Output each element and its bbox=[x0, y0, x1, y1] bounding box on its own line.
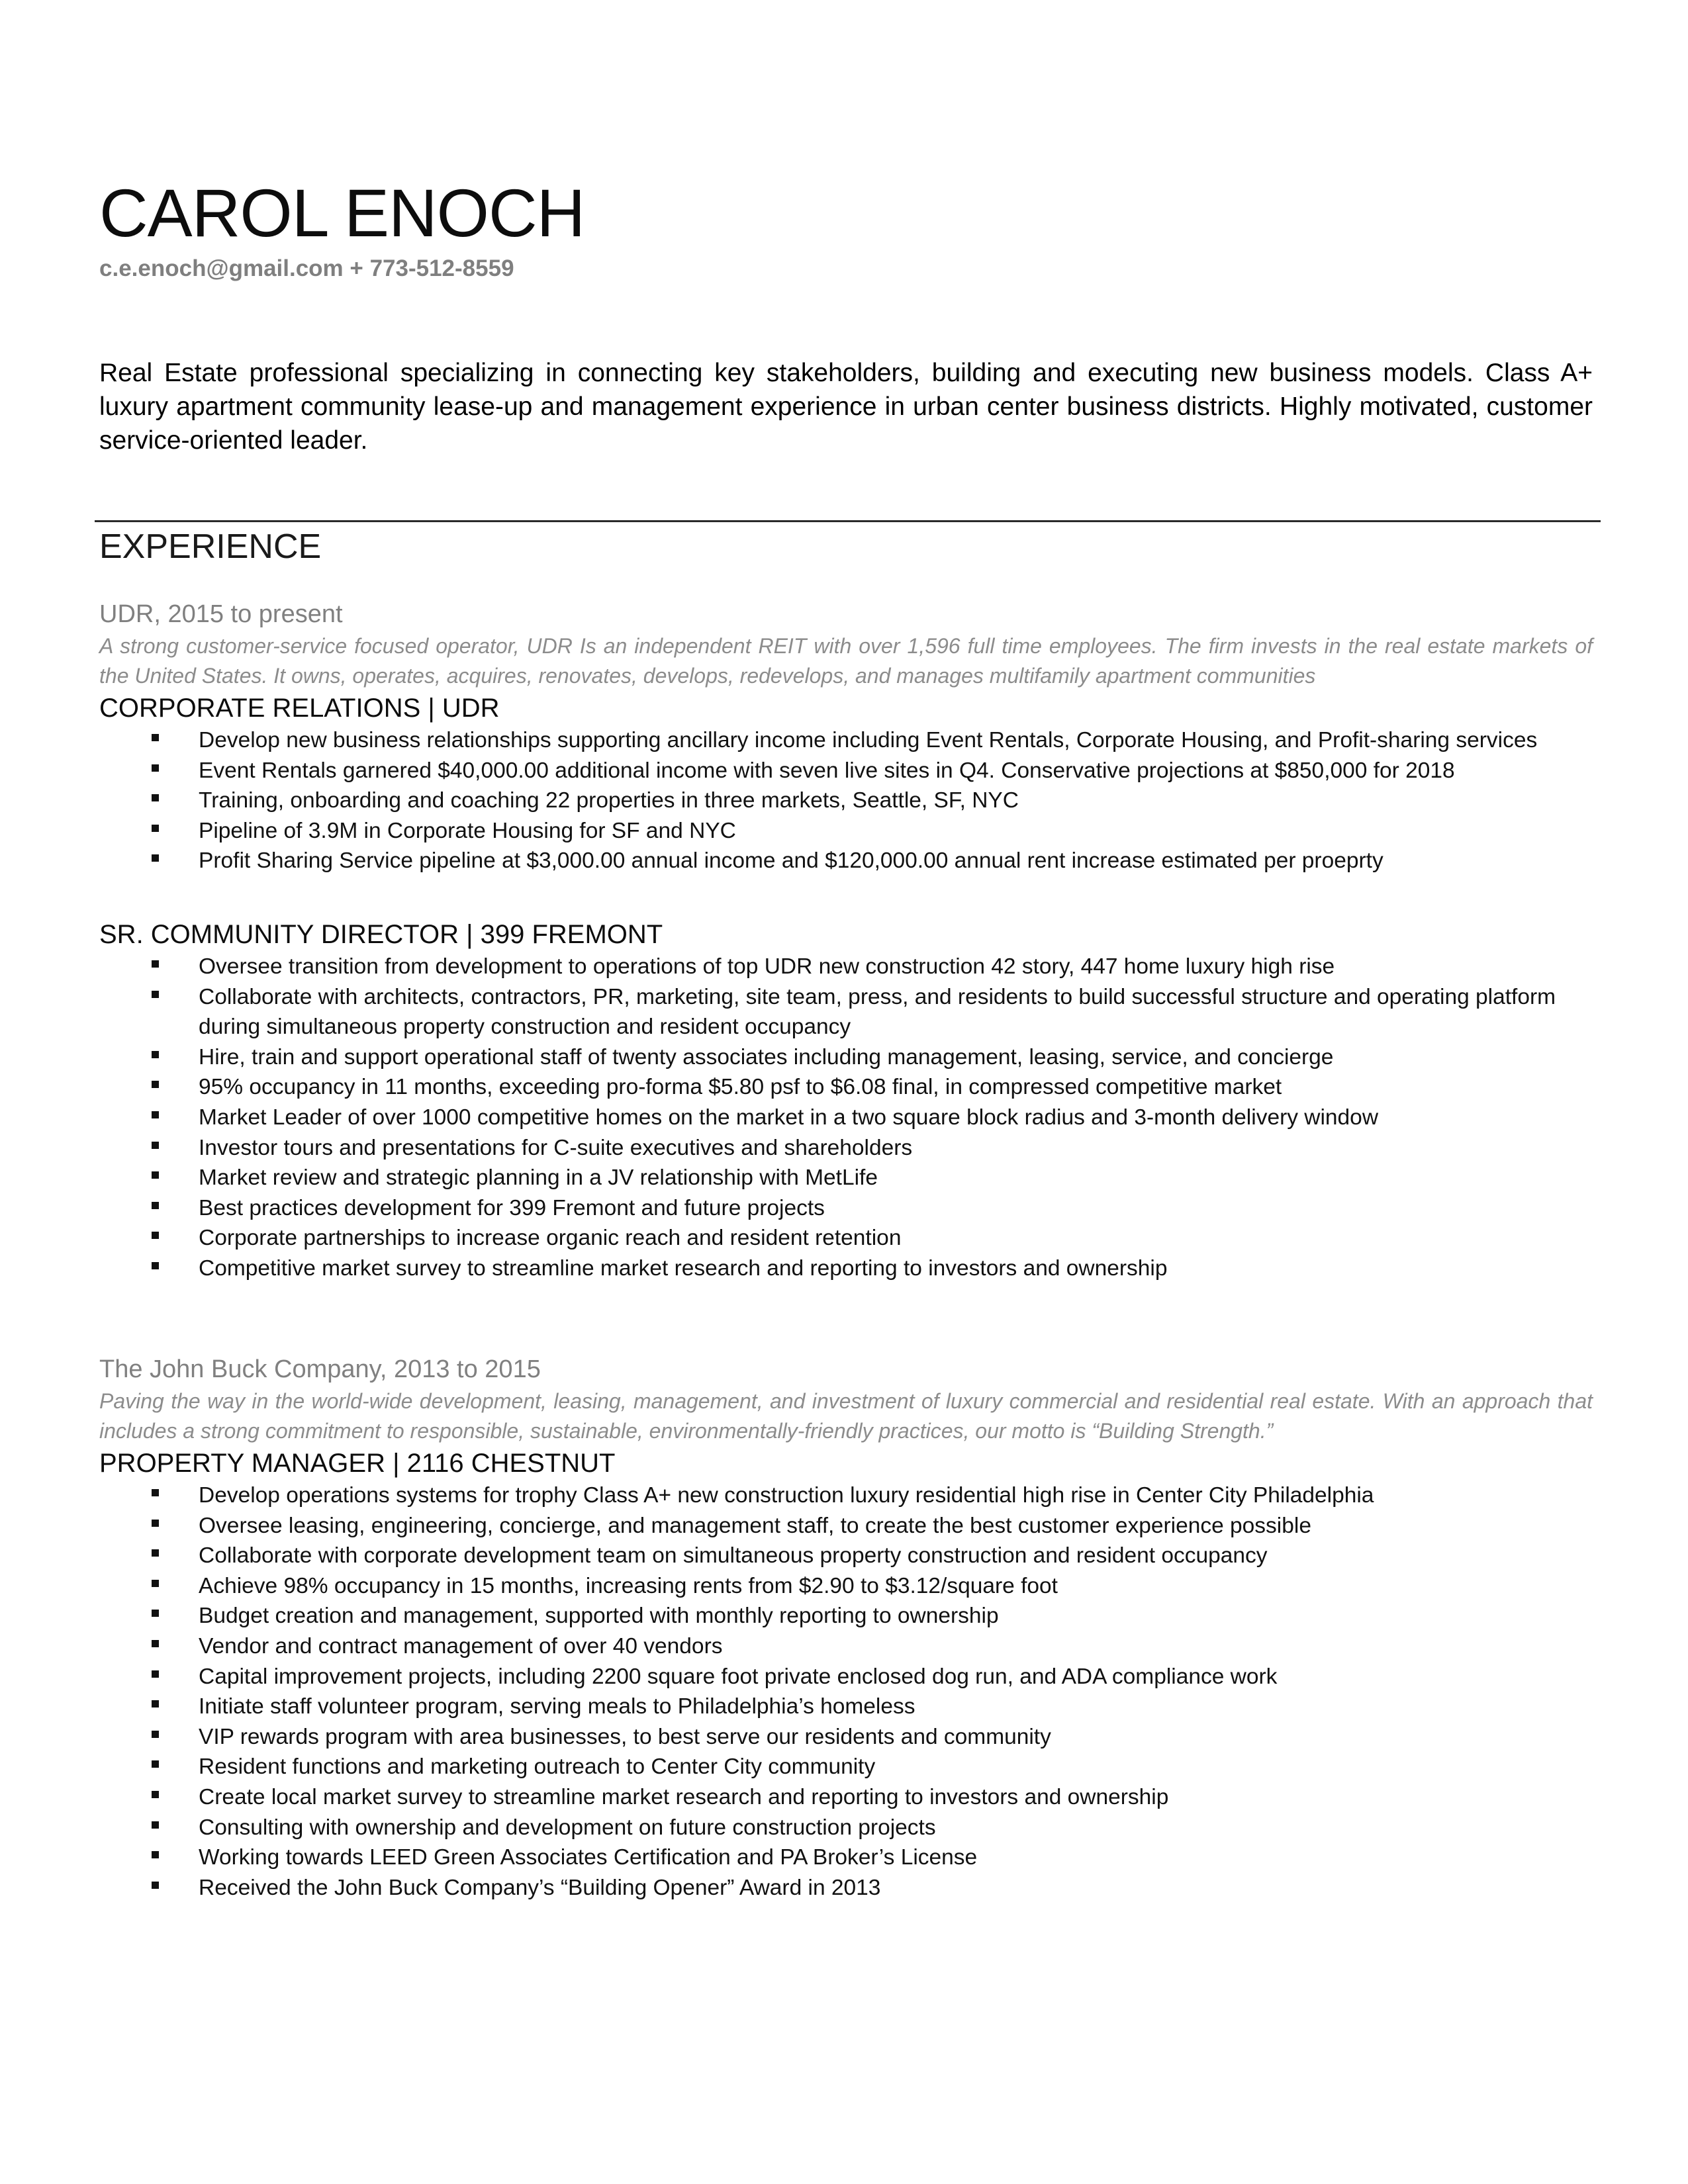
company-description: A strong customer-service focused operator, UDR Is an independent REIT with over 1,596 full time employees. The firm invests in the real estate markets of the United States. It owns, operates, acquires, renovates, develops, redevelops, and manages multifamily apartment communities bbox=[99, 634, 1593, 688]
bullet-item bbox=[99, 1480, 1593, 1511]
square-bullet-icon bbox=[152, 1549, 159, 1557]
role-bullets bbox=[99, 1480, 1593, 1903]
company-description: Paving the way in the world-wide development, leasing, management, and investment of luxury commercial and residential real estate. With an approach that includes a strong commitment to responsible, sustainable, environmentally-friendly practices, our motto is “Building Strength.” bbox=[99, 1389, 1593, 1443]
square-bullet-icon bbox=[152, 1081, 159, 1088]
bullet-text: Market review and strategic planning in a JV relationship with MetLife bbox=[199, 1165, 878, 1191]
bullet-item bbox=[99, 1072, 1593, 1103]
bullet-item bbox=[99, 1223, 1593, 1253]
bullet-item bbox=[99, 1873, 1593, 1903]
square-bullet-icon bbox=[152, 1202, 159, 1209]
employer-block-john-buck bbox=[99, 1352, 1593, 1903]
bullet-text: Oversee leasing, engineering, concierge, and management staff, to create the best customer experience possible bbox=[199, 1513, 1311, 1538]
bullet-text: Create local market survey to streamline market research and reporting to investors and ownership bbox=[199, 1784, 1169, 1809]
bullet-item bbox=[99, 1752, 1593, 1782]
bullet-text: Pipeline of 3.9M in Corporate Housing for SF and NYC bbox=[199, 818, 736, 843]
bullet-text: Received the John Buck Company’s “Building Opener” Award in 2013 bbox=[199, 1875, 881, 1900]
bullet-item bbox=[99, 1133, 1593, 1163]
square-bullet-icon bbox=[152, 1700, 159, 1707]
bullet-item bbox=[99, 1163, 1593, 1193]
bullet-item bbox=[99, 786, 1593, 816]
bullet-text: Oversee transition from development to operations of top UDR new construction 42 story, 447 home luxury high rise bbox=[199, 954, 1335, 979]
square-bullet-icon bbox=[152, 1760, 159, 1768]
bullet-item bbox=[99, 1631, 1593, 1662]
bullet-text: Capital improvement projects, including 2200 square foot private enclosed dog run, and ADA compliance work bbox=[199, 1664, 1278, 1689]
experience-heading: EXPERIENCE bbox=[99, 527, 322, 566]
bullet-text: Hire, train and support operational staff of twenty associates including management, leasing, service, and concierge bbox=[199, 1044, 1334, 1069]
role-block-399-fremont bbox=[99, 917, 1593, 1284]
bullet-item bbox=[99, 1571, 1593, 1602]
bullet-item bbox=[99, 1813, 1593, 1843]
bullet-text: 95% occupancy in 11 months, exceeding pro-forma $5.80 psf to $6.08 final, in compressed competitive market bbox=[199, 1075, 1282, 1100]
bullet-text: Best practices development for 399 Fremont and future projects bbox=[199, 1195, 825, 1220]
square-bullet-icon bbox=[152, 1232, 159, 1239]
square-bullet-icon bbox=[152, 1882, 159, 1889]
bullet-text: Initiate staff volunteer program, serving meals to Philadelphia’s homeless bbox=[199, 1694, 915, 1719]
square-bullet-icon bbox=[152, 1142, 159, 1149]
bullet-item bbox=[99, 982, 1593, 1042]
role-bullets bbox=[99, 952, 1593, 1284]
contact-info: c.e.enoch@gmail.com + 773-512-8559 bbox=[99, 255, 514, 281]
square-bullet-icon bbox=[152, 1640, 159, 1647]
square-bullet-icon bbox=[152, 1520, 159, 1527]
bullet-text: Event Rentals garnered $40,000.00 additional income with seven live sites in Q4. Conservative projections at $850,000 for 2018 bbox=[199, 758, 1455, 783]
bullet-item bbox=[99, 1193, 1593, 1224]
square-bullet-icon bbox=[152, 1791, 159, 1798]
candidate-name: CAROL ENOCH bbox=[99, 175, 585, 251]
professional-summary: Real Estate professional specializing in connecting key stakeholders, building and executing new business models. Class A+ luxury apartment community lease-up and management experience in urban center business districts. Highly motivated, customer service-oriented leader. bbox=[99, 359, 1593, 455]
bullet-item bbox=[99, 725, 1593, 756]
square-bullet-icon bbox=[152, 1262, 159, 1269]
square-bullet-icon bbox=[152, 1731, 159, 1738]
square-bullet-icon bbox=[152, 1580, 159, 1587]
bullet-item bbox=[99, 1692, 1593, 1722]
square-bullet-icon bbox=[152, 1851, 159, 1858]
bullet-text: Market Leader of over 1000 competitive homes on the market in a two square block radius and 3-month delivery window bbox=[199, 1105, 1379, 1130]
bullet-text: Consulting with ownership and development on future construction projects bbox=[199, 1815, 936, 1840]
square-bullet-icon bbox=[152, 854, 159, 862]
bullet-item bbox=[99, 1541, 1593, 1571]
square-bullet-icon bbox=[152, 1051, 159, 1058]
bullet-text: Corporate partnerships to increase organic reach and resident retention bbox=[199, 1226, 902, 1251]
bullet-text: Budget creation and management, supported with monthly reporting to ownership bbox=[199, 1604, 999, 1629]
bullet-text: Vendor and contract management of over 40 vendors bbox=[199, 1633, 723, 1659]
square-bullet-icon bbox=[152, 764, 159, 772]
bullet-item bbox=[99, 1042, 1593, 1073]
bullet-item bbox=[99, 756, 1593, 786]
employer-name: UDR, 2015 to present bbox=[99, 600, 343, 628]
bullet-item bbox=[99, 1253, 1593, 1284]
bullet-text: Develop new business relationships supporting ancillary income including Event Rentals, Corporate Housing, and Profit-sharing services bbox=[199, 728, 1538, 752]
bullet-item bbox=[99, 1782, 1593, 1813]
bullet-text: Profit Sharing Service pipeline at $3,000.00 annual income and $120,000.00 annual rent increase estimated per proeprty bbox=[199, 848, 1383, 874]
role-bullets bbox=[99, 725, 1593, 876]
role-title: PROPERTY MANAGER | 2116 CHESTNUT bbox=[99, 1449, 616, 1478]
employer-name: The John Buck Company, 2013 to 2015 bbox=[99, 1355, 541, 1383]
square-bullet-icon bbox=[152, 991, 159, 998]
bullet-text: VIP rewards program with area businesses, to best serve our residents and community bbox=[199, 1724, 1051, 1749]
bullet-item bbox=[99, 1103, 1593, 1133]
bullet-item bbox=[99, 1843, 1593, 1873]
square-bullet-icon bbox=[152, 734, 159, 741]
bullet-text: Collaborate with corporate development team on simultaneous property construction and resident occupancy bbox=[199, 1543, 1268, 1569]
employer-block-udr bbox=[99, 597, 1593, 876]
bullet-text: Collaborate with architects, contractors, PR, marketing, site team, press, and residents to build successful structure and operating platform during simultaneous property construction and resident occupancy bbox=[199, 984, 1556, 1040]
bullet-text: Working towards LEED Green Associates Certification and PA Broker’s License bbox=[199, 1845, 978, 1870]
square-bullet-icon bbox=[152, 1821, 159, 1829]
square-bullet-icon bbox=[152, 1670, 159, 1678]
bullet-item bbox=[99, 816, 1593, 846]
bullet-text: Investor tours and presentations for C-suite executives and shareholders bbox=[199, 1135, 913, 1160]
bullet-item bbox=[99, 846, 1593, 876]
bullet-item bbox=[99, 1601, 1593, 1631]
square-bullet-icon bbox=[152, 825, 159, 832]
bullet-text: Competitive market survey to streamline market research and reporting to investors and ownership bbox=[199, 1255, 1168, 1281]
square-bullet-icon bbox=[152, 960, 159, 968]
square-bullet-icon bbox=[152, 1489, 159, 1496]
square-bullet-icon bbox=[152, 1610, 159, 1617]
square-bullet-icon bbox=[152, 1111, 159, 1118]
bullet-item bbox=[99, 952, 1593, 982]
bullet-item bbox=[99, 1722, 1593, 1752]
bullet-item bbox=[99, 1511, 1593, 1541]
square-bullet-icon bbox=[152, 794, 159, 801]
section-divider bbox=[95, 520, 1601, 522]
bullet-text: Training, onboarding and coaching 22 properties in three markets, Seattle, SF, NYC bbox=[199, 788, 1019, 813]
bullet-text: Resident functions and marketing outreach to Center City community bbox=[199, 1754, 876, 1780]
role-title: SR. COMMUNITY DIRECTOR | 399 FREMONT bbox=[99, 920, 663, 949]
role-title: CORPORATE RELATIONS | UDR bbox=[99, 694, 500, 723]
bullet-text: Develop operations systems for trophy Class A+ new construction luxury residential high rise in Center City Philadelphia bbox=[199, 1483, 1374, 1508]
square-bullet-icon bbox=[152, 1171, 159, 1179]
bullet-text: Achieve 98% occupancy in 15 months, increasing rents from $2.90 to $3.12/square foot bbox=[199, 1573, 1058, 1598]
bullet-item bbox=[99, 1662, 1593, 1692]
